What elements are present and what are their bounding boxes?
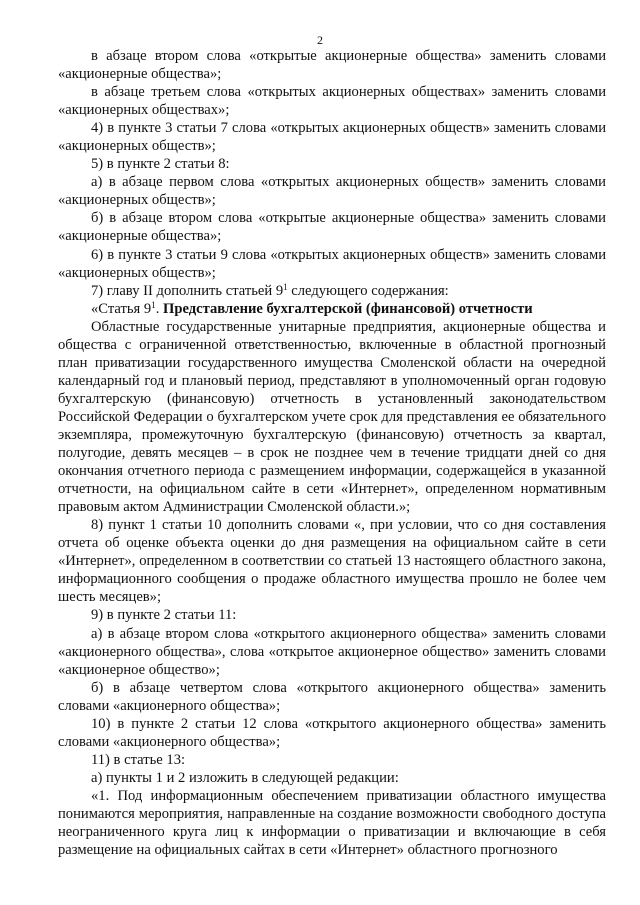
article-heading xyxy=(58,300,606,318)
paragraph: б) в абзаце втором слова «открытые акционерные общества» заменить словами «акционерные общества»; xyxy=(58,210,606,245)
paragraph: Областные государственные унитарные предприятия, акционерные общества и общества с ограниченной ответственностью, включенные в областной прогнозный план приватизации государственного имущества Смоленской области на очередной календарный год и плановый период, представляют в уполномоченный орган годовую бухгалтерскую (финансовую) отчетность в установленный законодательством Российской Федерации о бухгалтерском учете срок для представления ее обязательного экземпляра, промежуточную бухгалтерскую (финансовую) отчетность за квартал, полугодие, девять месяцев – в срок не позднее чем в течение тридцати дней со дня окончания отчетного периода с размещением информации, содержащейся в указанной отчетности, на официальном сайте в сети «Интернет», определенном нормативным правовым актом Администрации Смоленской области.»; xyxy=(58,318,606,516)
paragraph: 8) пункт 1 статьи 10 дополнить словами «, при условии, что со дня составления отчета об оценке объекта оценки до дня размещения на официальном сайте в сети «Интернет», определенном в соответствии со статьей 13 настоящего областного закона, информационного сообщения о продаже областного имущества прошло не более чем шесть месяцев»; xyxy=(58,517,606,606)
paragraph: 9) в пункте 2 статьи 11: xyxy=(91,607,237,624)
chapter-line-text: 7) главу II дополнить статьей 9 xyxy=(91,282,284,299)
article-dot: . xyxy=(155,300,163,317)
paragraph: 10) в пункте 2 статьи 12 слова «открытого акционерного общества» заменить словами «акционерного общества»; xyxy=(58,715,606,750)
superscript: 1 xyxy=(151,299,156,310)
article-title: Представление бухгалтерской (финансовой) отчетности xyxy=(162,300,533,317)
paragraph: «1. Под информационным обеспечением приватизации областного имущества понимаются мероприятия, направленные на создание возможности свободного доступа неограниченного круга лиц к информации о приватизации и включающие в себя размещение на официальных сайтах в сети «Интернет» областного прогнозного xyxy=(58,787,606,859)
paragraph: а) в абзаце втором слова «открытого акционерного общества» заменить словами «акционерного общества», слова «открытое акционерное общество» заменить словами «акционерное общество»; xyxy=(58,625,606,678)
paragraph: б) в абзаце четвертом слова «открытого акционерного общества» заменить словами «акционерного общества»; xyxy=(58,679,606,714)
superscript: 1 xyxy=(283,281,288,292)
chapter-line xyxy=(58,282,606,300)
document-body xyxy=(58,47,606,859)
paragraph: в абзаце втором слова «открытые акционерные общества» заменить словами «акционерные общества»; xyxy=(58,48,606,83)
paragraph: а) в абзаце первом слова «открытых акционерных обществ» заменить словами «акционерных обществ»; xyxy=(58,174,606,209)
page-number: 2 xyxy=(317,33,323,47)
paragraph: а) пункты 1 и 2 изложить в следующей редакции: xyxy=(91,769,399,786)
paragraph: 5) в пункте 2 статьи 8: xyxy=(91,156,230,173)
chapter-line-text: следующего содержания: xyxy=(287,282,449,299)
article-prefix: «Статья 9 xyxy=(91,300,152,317)
paragraph: 11) в статье 13: xyxy=(91,751,186,768)
paragraph: 6) в пункте 3 статьи 9 слова «открытых акционерных обществ» заменить словами «акционерных обществ»; xyxy=(58,246,606,281)
paragraph: в абзаце третьем слова «открытых акционерных обществах» заменить словами «акционерных обществах»; xyxy=(58,84,606,119)
paragraph: 4) в пункте 3 статьи 7 слова «открытых акционерных обществ» заменить словами «акционерных обществ»; xyxy=(58,120,606,155)
